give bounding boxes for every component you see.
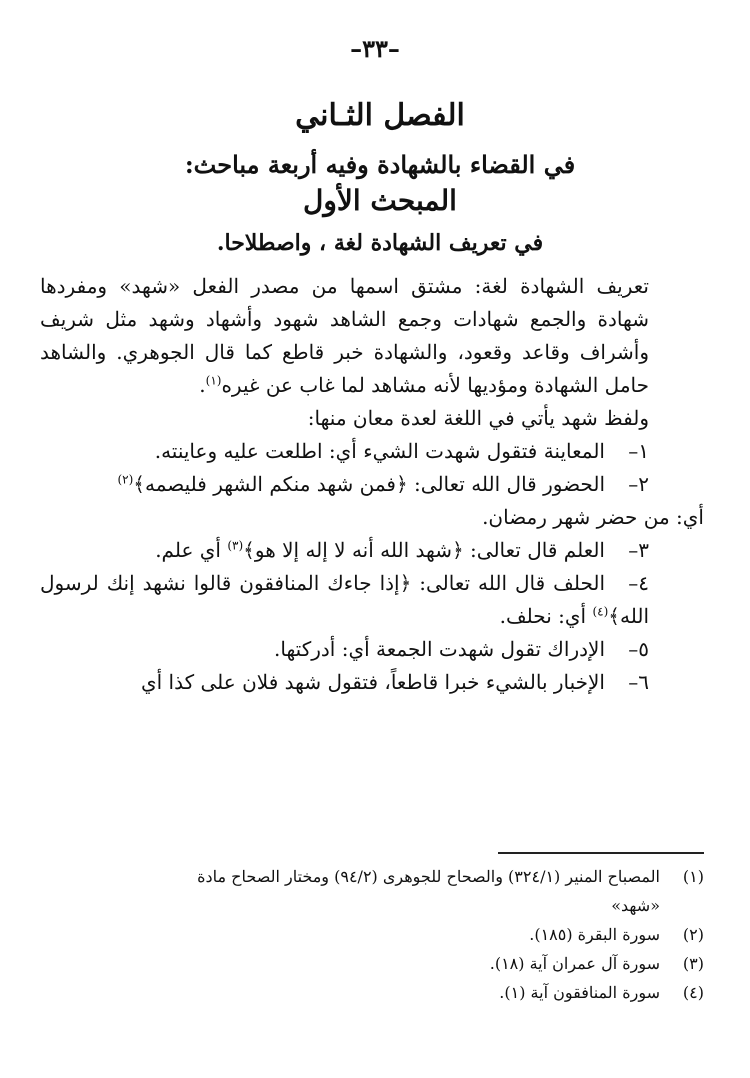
list-item bbox=[40, 666, 704, 699]
list-item-tail: أي علم. bbox=[155, 538, 228, 562]
list-item-text: العلم قال تعالى: ﴿شهد الله أنه لا إله إلا هو﴾ bbox=[243, 538, 605, 562]
list-item-number: ٦– bbox=[628, 670, 649, 694]
chapter-title: الفصل الثـاني bbox=[295, 98, 465, 133]
list-item-continuation: أي: من حضر شهر رمضان. bbox=[482, 505, 704, 529]
list-item bbox=[40, 534, 704, 567]
list-item bbox=[40, 435, 704, 468]
footnote-number: (٣) bbox=[682, 954, 704, 973]
footnote bbox=[40, 978, 704, 1007]
meanings-intro: ولفظ شهد يأتي في اللغة لعدة معان منها: bbox=[307, 406, 649, 430]
footnote bbox=[40, 920, 704, 949]
footnote-number: (١) bbox=[682, 867, 704, 886]
list-item-text: الحلف قال الله تعالى: ﴿إذا جاءك المنافقون قالوا نشهد إنك لرسول الله﴾ bbox=[40, 571, 649, 628]
section-title: المبحث الأول bbox=[303, 184, 457, 217]
footnote bbox=[40, 862, 704, 891]
footnote-divider bbox=[498, 852, 704, 854]
footnote-text: المصباح المنير (٣٢٤/١) والصحاح للجوهرى (٩٤/٢) ومختار الصحاح مادة bbox=[197, 867, 660, 886]
footnote bbox=[40, 949, 704, 978]
footnote-text: سورة آل عمران آية (١٨). bbox=[489, 954, 660, 973]
definition-text: تعريف الشهادة لغة: مشتق اسمها من مصدر الفعل «شهد» ومفردها شهادة والجمع شهادات وجمع الشاهد شهود وأشهاد وشهد مثل شريف وأشراف وقاعد وقعود، والشهادة خبر قاطع كما قال الجوهري. والشاهد حامل الشهادة ومؤديها لأنه مشاهد لما غاب عن غيره bbox=[40, 274, 649, 397]
list-item bbox=[40, 567, 704, 633]
page-number: –٣٣– bbox=[350, 34, 400, 63]
footnote-text: سورة المنافقون آية (١). bbox=[499, 983, 660, 1002]
footnote-ref: (١) bbox=[205, 373, 222, 388]
list-item bbox=[40, 468, 704, 501]
list-item-text: الإخبار بالشيء خبرا قاطعاً، فتقول شهد فلان على كذا أي bbox=[140, 670, 605, 694]
list-item-tail: أي: نحلف. bbox=[499, 604, 593, 628]
list-item-number: ٤– bbox=[628, 571, 649, 595]
footnote-text: سورة البقرة (١٨٥). bbox=[529, 925, 660, 944]
list-item-number: ٢– bbox=[628, 472, 649, 496]
footnotes bbox=[40, 862, 704, 1007]
section-subtitle: في تعريف الشهادة لغة ، واصطلاحا. bbox=[216, 230, 544, 256]
footnote-ref: (٣) bbox=[227, 538, 244, 553]
footnote-number: (٤) bbox=[682, 983, 704, 1002]
list-item-text: المعاينة فتقول شهدت الشيء أي: اطلعت عليه وعاينته. bbox=[154, 439, 605, 463]
list-item-number: ٣– bbox=[628, 538, 649, 562]
chapter-subtitle: في القضاء بالشهادة وفيه أربعة مباحث: bbox=[184, 150, 576, 179]
list-item-number: ١– bbox=[628, 439, 649, 463]
list-item-number: ٥– bbox=[628, 637, 649, 661]
list-item-text: الإدراك تقول شهدت الجمعة أي: أدركتها. bbox=[274, 637, 605, 661]
footnote-number: (٢) bbox=[682, 925, 704, 944]
main-text bbox=[40, 270, 704, 699]
footnote-continuation: «شهد» bbox=[611, 896, 660, 915]
list-item-text: الحضور قال الله تعالى: ﴿فمن شهد منكم الشهر فليصمه﴾ bbox=[133, 472, 605, 496]
definition-paragraph bbox=[40, 270, 704, 402]
definition-tail: . bbox=[199, 373, 206, 397]
list-item bbox=[40, 633, 704, 666]
footnote-ref: (٤) bbox=[592, 604, 609, 619]
footnote-ref: (٢) bbox=[117, 472, 134, 487]
